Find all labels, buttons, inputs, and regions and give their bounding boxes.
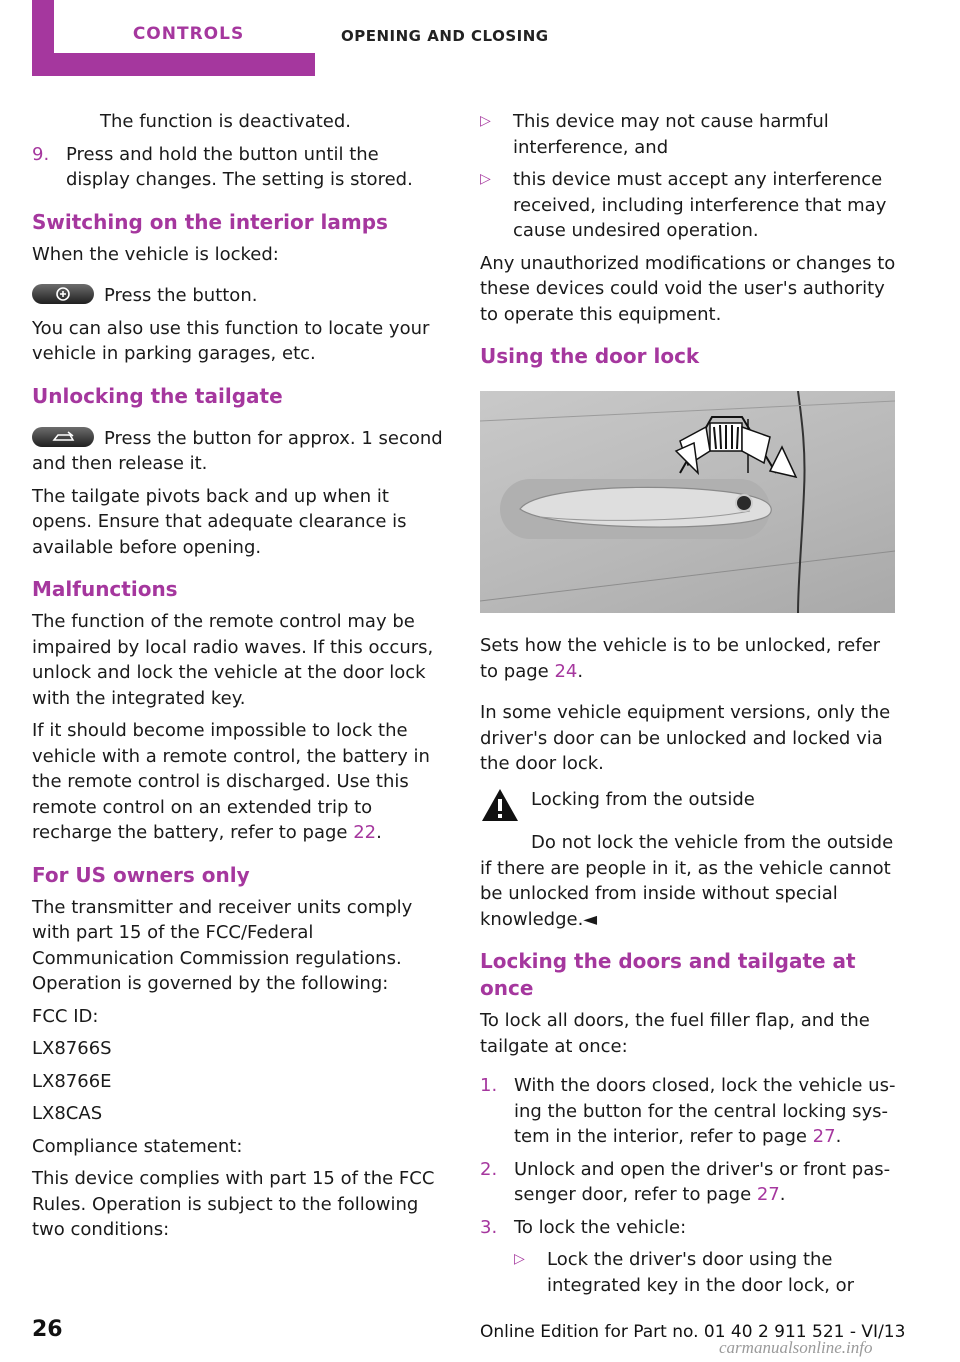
header-section-tab: [32, 0, 315, 76]
heading-door-lock: Using the door lock: [480, 344, 700, 368]
paragraph-locked: When the vehicle is locked:: [32, 243, 279, 265]
paragraph-us-owners: The transmitter and receiver units comply with part 15 of the FCC/Federal Communication Commission regulations. Operation is governed by the following:: [32, 896, 413, 994]
paragraph-sets-how: [480, 633, 896, 684]
warning-title: Locking from the outside: [531, 788, 755, 810]
left-column: [32, 109, 447, 1250]
bullet-text: Lock the driver's door using the integrated key in the door lock, or: [547, 1249, 855, 1296]
step-1-text: With the doors closed, lock the vehicle using the button for the central locking system in the interior, refer to page: [514, 1075, 896, 1147]
tailgate-press-text: Press the button for approx. 1 second and then release it.: [32, 427, 443, 474]
warning-text: Do not lock the vehicle from the outside if there are people in it, as the vehicle cannot be unlocked from inside without special knowledge.◄: [480, 832, 894, 930]
triangle-bullet-icon: ▷: [480, 171, 491, 187]
page-link-22[interactable]: 22: [353, 822, 377, 843]
lock-button-icon: [32, 284, 94, 304]
sets-how-end: .: [577, 660, 584, 682]
step-2-text: Unlock and open the driver's or front passenger door, refer to page: [514, 1158, 891, 1205]
bullet-text: This device may not cause harmful interference, and: [513, 111, 829, 158]
step-text: Press and hold the button until the display changes. The setting is stored.: [66, 143, 413, 190]
triangle-bullet-icon: ▷: [514, 1251, 525, 1267]
triangle-bullet-icon: ▷: [480, 113, 491, 129]
step-text: [514, 1073, 896, 1150]
bullet-item: [480, 1247, 896, 1298]
step-9: [32, 142, 447, 193]
fcc-id-2: LX8766E: [32, 1070, 112, 1092]
step-1: [480, 1073, 896, 1150]
fcc-id-label: FCC ID:: [32, 1005, 99, 1027]
paragraph-locate: You can also use this function to locate your vehicle in parking garages, etc.: [32, 317, 430, 364]
warning-block: [480, 787, 896, 831]
sets-how-text: Sets how the vehicle is to be unlocked, refer to page: [480, 635, 881, 682]
step-2-end: .: [779, 1184, 786, 1205]
heading-interior-lamps: Switching on the interior lamps: [32, 209, 388, 234]
edition-line: Online Edition for Part no. 01 40 2 911 521 - VI/13: [480, 1322, 906, 1342]
paragraph-unauthorized: Any unauthorized modifications or changes to these devices could void the user's authority to operate this equipment.: [480, 252, 896, 325]
chapter-title: OPENING AND CLOSING: [341, 27, 549, 45]
malf2-text: If it should become impossible to lock the vehicle with a remote control, the battery in the remote control is discharged. Use this remote control on an extended trip to recharge the battery, refer to page: [32, 720, 430, 843]
paragraph-device: This device complies with part 15 of the FCC Rules. Operation is subject to the following two conditions:: [32, 1168, 435, 1240]
page-link-24[interactable]: 24: [554, 660, 578, 682]
step-number: 3.: [480, 1216, 498, 1238]
warning-triangle-icon: [480, 787, 531, 831]
section-tab-label: CONTROLS: [132, 24, 245, 44]
step-text: [514, 1157, 896, 1208]
page-number: 26: [32, 1317, 63, 1342]
heading-unlocking-tailgate: Unlocking the tailgate: [32, 383, 283, 408]
fcc-id-3: LX8CAS: [32, 1103, 103, 1124]
page-link-27[interactable]: 27: [812, 1126, 836, 1147]
fcc-id-1: LX8766S: [32, 1038, 112, 1059]
step-number: 1.: [480, 1075, 498, 1096]
door-lock-illustration: [480, 391, 895, 613]
step-2: [480, 1157, 896, 1208]
watermark: carmanualsonline.info: [719, 1338, 873, 1357]
compliance-label: Compliance statement:: [32, 1135, 243, 1157]
heading-lock-all: Locking the doors and tailgate at once: [480, 949, 856, 1000]
step-text: To lock the vehicle:: [514, 1216, 687, 1238]
paragraph-tailgate-press: [32, 426, 447, 477]
paragraph-malfunctions-2: [32, 718, 447, 846]
right-column: [480, 109, 896, 1305]
step-number: 2.: [480, 1158, 498, 1180]
heading-malfunctions: Malfunctions: [32, 577, 178, 601]
press-button-text: Press the button.: [104, 285, 258, 306]
step-1-end: .: [835, 1126, 842, 1147]
malf2-end: .: [376, 822, 382, 843]
paragraph-some-versions: In some vehicle equipment versions, only the driver's door can be unlocked and locked via the door lock.: [480, 702, 891, 774]
step-number: 9.: [32, 143, 50, 165]
paragraph-malfunctions-1: The function of the remote control may be impaired by local radio waves. If this occurs, unlock and lock the vehicle at the door lock with the integrated key.: [32, 611, 434, 709]
paragraph-lock-all: To lock all doors, the fuel filler flap, and the tailgate at once:: [480, 1010, 870, 1057]
paragraph-tailgate-pivots: The tailgate pivots back and up when it opens. Ensure that adequate clearance is available before opening.: [32, 485, 407, 558]
step-3: [480, 1215, 896, 1241]
page-link-27[interactable]: 27: [756, 1184, 780, 1205]
bullet-item: [480, 109, 896, 160]
header-tab-inner: [54, 0, 323, 53]
bullet-text: this device must accept any interference received, including interference that may cause undesired operation.: [513, 169, 887, 241]
intro-line: The function is deactivated.: [100, 111, 351, 132]
heading-us-owners: For US owners only: [32, 862, 250, 887]
bullet-item: [480, 167, 896, 244]
tailgate-button-icon: [32, 427, 94, 447]
paragraph-press-button: [32, 283, 447, 309]
